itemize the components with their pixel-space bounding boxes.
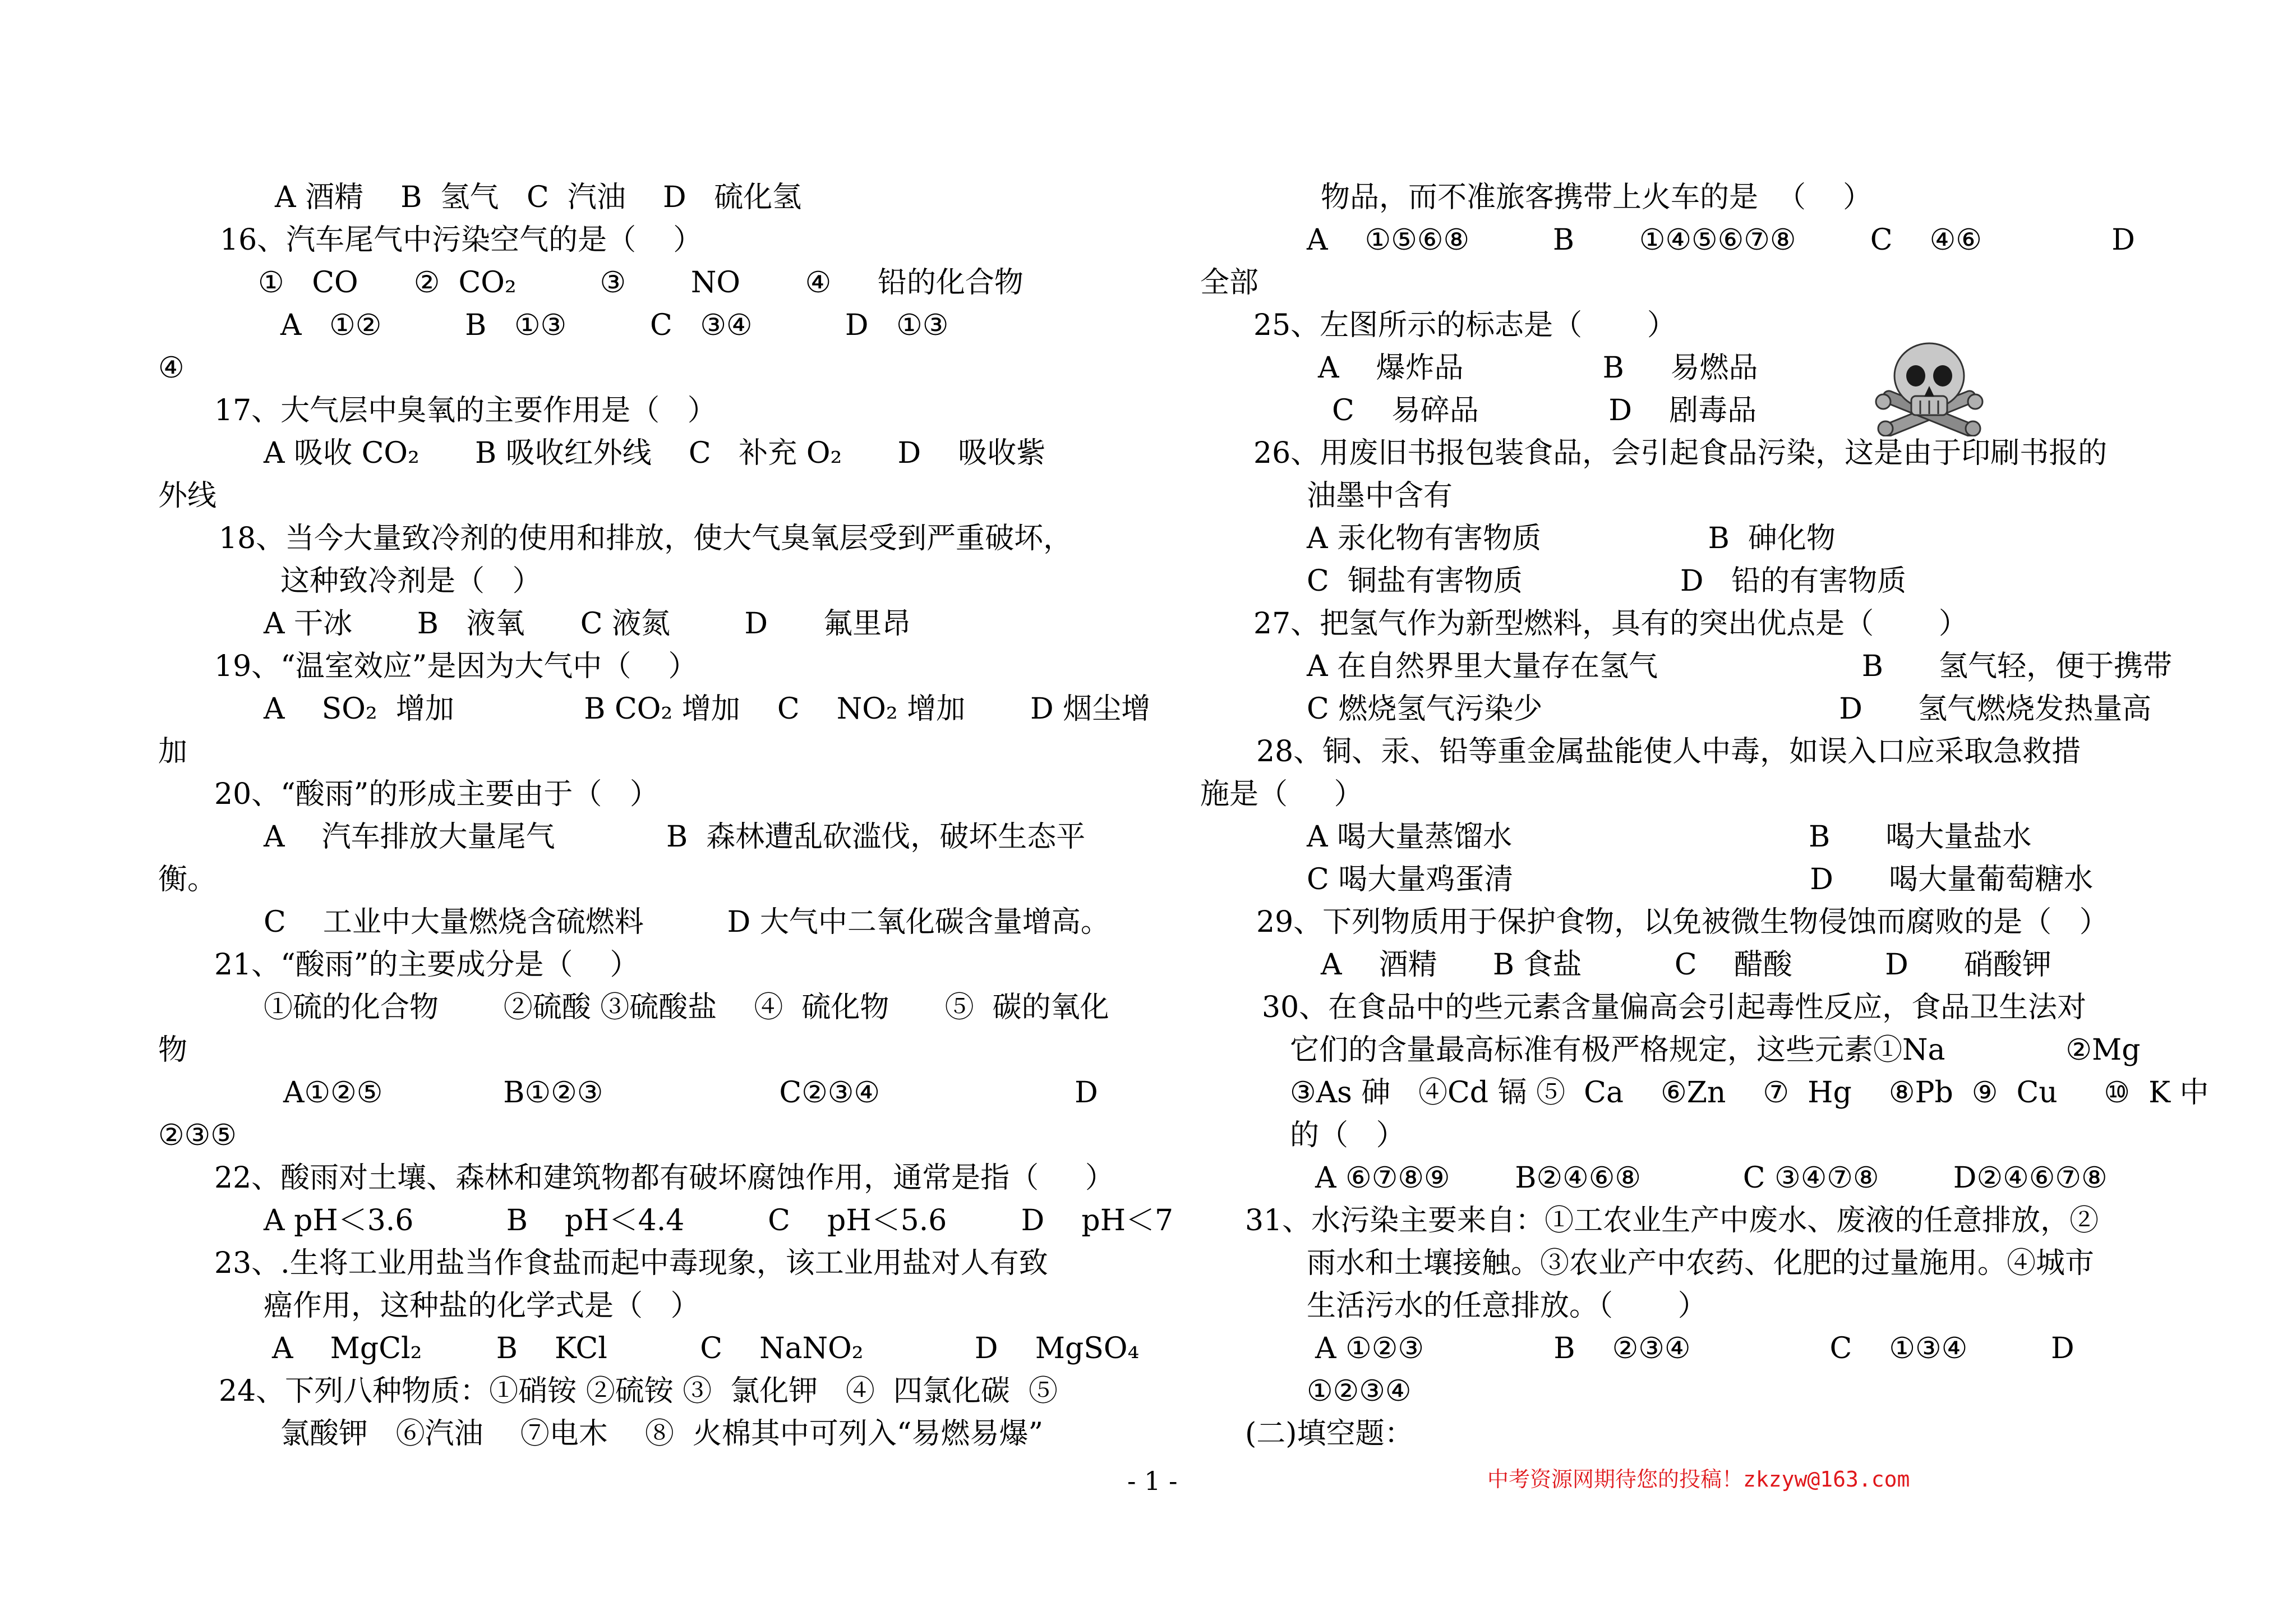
q24-stem-end: 物品，而不准旅客携带上火车的是 （ ）	[1321, 181, 1873, 214]
q22-options: A pH＜3.6 B pH＜4.4 C pH＜5.6 D pH＜7	[264, 1204, 1174, 1237]
q26-stem: 26、用废旧书报包装食品，会引起食品污染，这是由于印刷书报的	[1253, 436, 2108, 470]
q18-options: A 干冰 B 液氧 C 液氮 D 氟里昂	[264, 607, 911, 641]
q28-stem-wrap: 施是（ ）	[1200, 778, 1363, 811]
q30-stem: 30、在食品中的些元素含量偏高会引起毒性反应，食品卫生法对	[1262, 991, 2087, 1024]
q27-options-cd: C 燃烧氢气污染少 D 氢气燃烧发热量高	[1307, 692, 2152, 726]
q24-stem-cont: 氯酸钾 ⑥汽油 ⑦电木 ⑧ 火棉其中可列入“易燃易爆”	[280, 1417, 1044, 1451]
q29-options: A 酒精 B 食盐 C 醋酸 D 硝酸钾	[1321, 948, 2051, 982]
q30-stem-end: 的（ ）	[1290, 1119, 1405, 1152]
q19-stem: 19、“温室效应”是因为大气中（ ）	[214, 650, 698, 683]
q15-options: A 酒精 B 氢气 C 汽油 D 硫化氢	[275, 181, 802, 214]
q18-stem: 18、当今大量致冷剂的使用和排放，使大气臭氧层受到严重破坏，	[219, 522, 1073, 555]
q17-options: A 吸收 CO₂ B 吸收红外线 C 补充 O₂ D 吸收紫	[264, 436, 1046, 470]
footer-note: 中考资源网期待您的投稿！zkzyw@163.com	[1487, 1467, 1910, 1492]
q22-stem: 22、酸雨对土壤、森林和建筑物都有破坏腐蚀作用，通常是指（ ）	[214, 1161, 1114, 1195]
q17-options-wrap: 外线	[158, 479, 217, 513]
q27-options-ab: A 在自然界里大量存在氢气 B 氢气轻，便于携带	[1307, 650, 2173, 683]
q31-stem: 31、水污染主要来自：①工农业生产中废水、废液的任意排放，②	[1245, 1204, 2099, 1237]
q25-stem: 25、左图所示的标志是（ ）	[1253, 309, 1676, 342]
q28-stem: 28、铜、汞、铅等重金属盐能使人中毒，如误入口应采取急救措	[1256, 735, 2081, 769]
q31-stem-cont: 雨水和土壤接触。③农业产中农药、化肥的过量施用。④城市	[1307, 1246, 2095, 1280]
q26-options-cd: C 铜盐有害物质 D 铅的有害物质	[1307, 564, 1907, 598]
q16-options-wrap: ④	[158, 351, 185, 385]
q26-stem-cont: 油墨中含有	[1307, 479, 1453, 513]
q23-options: A MgCl₂ B KCl C NaNO₂ D MgSO₄	[272, 1332, 1140, 1365]
q21-options-wrap: ②③⑤	[158, 1119, 237, 1152]
q25-options-ab: A 爆炸品 B 易燃品	[1318, 351, 1758, 385]
q30-options: A ⑥⑦⑧⑨ B②④⑥⑧ C ③④⑦⑧ D②④⑥⑦⑧	[1315, 1161, 2108, 1195]
q23-stem-cont: 癌作用，这种盐的化学式是（ ）	[264, 1289, 700, 1323]
q21-stem: 21、“酸雨”的主要成分是（ ）	[214, 948, 639, 982]
q24-stem: 24、下列八种物质：①硝铵 ②硫铵 ③ 氯化钾 ④ 四氯化碳 ⑤	[219, 1374, 1058, 1408]
q21-options: A①②⑤ B①②③ C②③④ D	[283, 1076, 1098, 1110]
q28-options-cd: C 喝大量鸡蛋清 D 喝大量葡萄糖水	[1307, 863, 2094, 896]
q21-items: ①硫的化合物 ②硫酸 ③硫酸盐 ④ 硫化物 ⑤ 碳的氧化	[264, 991, 1109, 1024]
q20-options-ab-wrap: 衡。	[158, 863, 217, 896]
q24-options-wrap: 全部	[1200, 266, 1259, 300]
q23-stem: 23、.生将工业用盐当作食盐而起中毒现象，该工业用盐对人有致	[214, 1246, 1048, 1280]
q27-stem: 27、把氢气作为新型燃料，具有的突出优点是（ ）	[1253, 607, 1968, 641]
q20-stem: 20、“酸雨”的形成主要由于（ ）	[214, 778, 659, 811]
section-fill-in-heading: (二)填空题：	[1245, 1417, 1414, 1451]
q21-items-wrap: 物	[158, 1033, 188, 1067]
q29-stem: 29、下列物质用于保护食物，以免被微生物侵蚀而腐败的是（ ）	[1256, 905, 2109, 939]
q16-items: ① CO ② CO₂ ③ NO ④ 铅的化合物	[258, 266, 1023, 300]
q16-options: A ①② B ①③ C ③④ D ①③	[280, 309, 949, 342]
q28-options-ab: A 喝大量蒸馏水 B 喝大量盐水	[1307, 820, 2032, 854]
q31-options-wrap: ①②③④	[1307, 1374, 1412, 1408]
q18-stem-cont: 这种致冷剂是（ ）	[280, 564, 542, 598]
q31-options: A ①②③ B ②③④ C ①③④ D	[1315, 1332, 2074, 1365]
q17-stem: 17、大气层中臭氧的主要作用是（ ）	[214, 394, 717, 427]
q20-options-ab: A 汽车排放大量尾气 B 森林遭乱砍滥伐，破坏生态平	[264, 820, 1086, 854]
q20-options-cd: C 工业中大量燃烧含硫燃料 D 大气中二氧化碳含量增高。	[264, 905, 1110, 939]
q24-options: A ①⑤⑥⑧ B ①④⑤⑥⑦⑧ C ④⑥ D	[1307, 223, 2135, 257]
q30-stem-cont: 它们的含量最高标准有极严格规定，这些元素①Na ②Mg	[1290, 1033, 2141, 1067]
q31-stem-end: 生活污水的任意排放。（ ）	[1307, 1289, 1707, 1323]
skull-crossbones-icon	[1873, 341, 1985, 436]
q25-options-cd: C 易碎品 D 剧毒品	[1332, 394, 1757, 427]
q19-options-wrap: 加	[158, 735, 188, 769]
page-number: - 1 -	[1127, 1466, 1178, 1496]
q26-options-ab: A 汞化物有害物质 B 砷化物	[1307, 522, 1836, 555]
q19-options: A SO₂ 增加 B CO₂ 增加 C NO₂ 增加 D 烟尘增	[264, 692, 1151, 726]
q30-elements: ③As 砷 ④Cd 镉 ⑤ Ca ⑥Zn ⑦ Hg ⑧Pb ⑨ Cu ⑩ K 中	[1290, 1076, 2209, 1110]
q16-stem: 16、汽车尾气中污染空气的是（ ）	[220, 223, 703, 257]
